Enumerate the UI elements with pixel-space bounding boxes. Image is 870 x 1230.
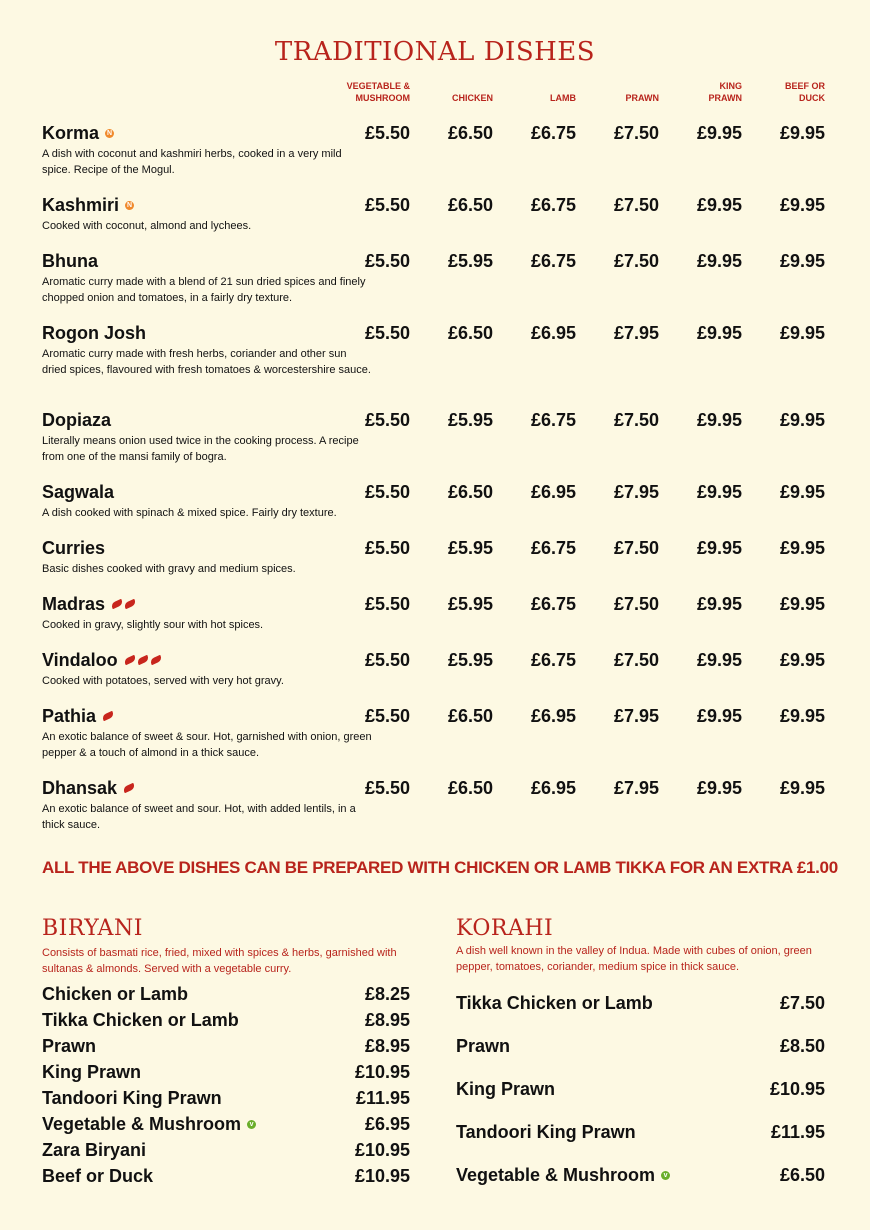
dish-description: An exotic balance of sweet and sour. Hot, with added lentils, in a thick sauce. <box>42 803 356 831</box>
dish-price: £5.95 <box>447 650 493 670</box>
item-name-text: Vegetable & Mushroom <box>42 1114 242 1134</box>
dish-name-text: Vindaloo <box>42 650 118 670</box>
biryani-item <box>42 1165 410 1187</box>
item-name <box>42 983 188 1005</box>
dish-price: £9.95 <box>779 594 825 614</box>
item-name <box>42 1087 222 1109</box>
dish-price: £9.95 <box>696 650 742 670</box>
dish-price: £6.75 <box>530 538 576 558</box>
column-header-line1: BEEF OR <box>784 81 825 91</box>
column-header-line2: DUCK <box>799 93 825 103</box>
dish-price: £9.95 <box>779 650 825 670</box>
dish-description: Cooked in gravy, slightly sour with hot spices. <box>42 619 264 631</box>
item-name <box>42 1139 146 1161</box>
dish-price: £5.95 <box>447 410 493 430</box>
dish-row <box>42 122 842 178</box>
dish-price: £6.50 <box>447 123 493 143</box>
vegetarian-icon: v <box>661 1171 670 1180</box>
dish-price: £5.50 <box>364 410 410 430</box>
dish-price: £6.95 <box>530 778 576 798</box>
chili-icon <box>122 783 135 794</box>
dish-price: £6.75 <box>530 410 576 430</box>
dish-price: £7.95 <box>613 778 659 798</box>
item-price: £10.95 <box>354 1140 410 1160</box>
dish-row <box>42 409 842 465</box>
dish-price: £5.95 <box>447 538 493 558</box>
item-price: £10.95 <box>769 1079 825 1099</box>
dish-price: £9.95 <box>696 538 742 558</box>
item-name-text: King Prawn <box>456 1079 556 1099</box>
dish-description: Literally means onion used twice in the cooking process. A recipe from one of the mansi family of bogra. <box>42 435 359 463</box>
column-header-line2: PRAWN <box>708 93 742 103</box>
biryani-item <box>42 1061 410 1083</box>
dish-price: £5.50 <box>364 195 410 215</box>
item-price: £8.25 <box>364 984 410 1004</box>
chili-rating <box>102 713 114 719</box>
item-name <box>42 1113 256 1135</box>
dish-price: £9.95 <box>779 323 825 343</box>
item-name <box>456 1164 670 1186</box>
chili-icon <box>101 711 114 722</box>
dish-price: £5.50 <box>364 594 410 614</box>
column-header-line2: LAMB <box>550 93 576 103</box>
dish-description: A dish cooked with spinach & mixed spice. Fairly dry texture. <box>42 507 337 519</box>
dish-price: £6.75 <box>530 594 576 614</box>
dish-row <box>42 649 842 689</box>
dish-price: £5.50 <box>364 123 410 143</box>
dish-description: Cooked with coconut, almond and lychees. <box>42 220 252 232</box>
item-name-text: Beef or Duck <box>42 1166 154 1186</box>
item-price: £8.95 <box>364 1036 410 1056</box>
chili-icon <box>110 599 123 610</box>
dish-row <box>42 537 842 577</box>
column-header-line2: PRAWN <box>625 93 659 103</box>
dish-description: An exotic balance of sweet & sour. Hot, garnished with onion, green pepper & a touch of almond in a thick sauce. <box>42 731 372 759</box>
dish-name-text: Rogon Josh <box>42 323 146 343</box>
dish-description: Aromatic curry made with fresh herbs, coriander and other sun dried spices, flavoured with fresh tomatoes & worcestershire sauce. <box>42 348 371 376</box>
dish-price: £9.95 <box>696 410 742 430</box>
item-price: £8.95 <box>364 1010 410 1030</box>
chili-rating <box>124 657 162 663</box>
dish-price: £7.50 <box>613 410 659 430</box>
dish-price: £6.50 <box>447 706 493 726</box>
dish-price: £9.95 <box>696 323 742 343</box>
biryani-item <box>42 1139 410 1161</box>
dish-row <box>42 481 842 521</box>
dish-price: £7.50 <box>613 594 659 614</box>
chili-rating <box>111 601 136 607</box>
dish-name-text: Pathia <box>42 706 97 726</box>
dish-name-text: Sagwala <box>42 482 115 502</box>
item-name <box>42 1035 96 1057</box>
column-header-line2: CHICKEN <box>451 93 493 103</box>
item-name-text: Prawn <box>456 1036 511 1056</box>
dish-price: £9.95 <box>696 482 742 502</box>
dish-row <box>42 322 842 378</box>
dish-price: £6.50 <box>447 482 493 502</box>
dish-price: £7.50 <box>613 123 659 143</box>
dish-price: £5.50 <box>364 323 410 343</box>
korahi-item <box>456 992 825 1014</box>
biryani-title: BIRYANI <box>42 916 143 941</box>
item-price: £6.95 <box>364 1114 410 1134</box>
dish-price: £9.95 <box>696 251 742 271</box>
vegetarian-icon: v <box>247 1120 256 1129</box>
dish-name-text: Dhansak <box>42 778 118 798</box>
dish-price: £9.95 <box>696 123 742 143</box>
korahi-item <box>456 1035 825 1057</box>
dish-price: £9.95 <box>779 251 825 271</box>
dish-row <box>42 593 842 633</box>
dish-price: £6.75 <box>530 195 576 215</box>
chili-icon <box>123 655 136 666</box>
biryani-description: Consists of basmati rice, fried, mixed with spices & herbs, garnished with sultanas & almonds. Served with a vegetable curry. <box>42 947 397 975</box>
biryani-item <box>42 983 410 1005</box>
column-header-line2: MUSHROOM <box>355 93 410 103</box>
dish-price: £9.95 <box>779 706 825 726</box>
item-name-text: Prawn <box>42 1036 97 1056</box>
korahi-item <box>456 1121 825 1143</box>
dish-price: £6.75 <box>530 650 576 670</box>
korahi-item <box>456 1164 825 1186</box>
item-name-text: Tandoori King Prawn <box>456 1122 636 1142</box>
dish-price: £7.95 <box>613 706 659 726</box>
dish-price: £9.95 <box>779 538 825 558</box>
item-price: £11.95 <box>770 1122 825 1142</box>
dish-price: £5.50 <box>364 778 410 798</box>
dish-price: £6.75 <box>530 251 576 271</box>
biryani-item <box>42 1009 410 1031</box>
item-name-text: King Prawn <box>42 1062 142 1082</box>
item-name-text: Tandoori King Prawn <box>42 1088 222 1108</box>
dish-price: £6.95 <box>530 482 576 502</box>
dish-price: £5.95 <box>447 594 493 614</box>
chili-icon <box>123 599 136 610</box>
dish-name-text: Korma <box>42 123 100 143</box>
dish-price: £6.50 <box>447 195 493 215</box>
dish-price: £5.50 <box>364 251 410 271</box>
dish-price: £7.50 <box>613 538 659 558</box>
dish-price: £9.95 <box>696 594 742 614</box>
dish-price: £7.50 <box>613 650 659 670</box>
dish-price: £7.95 <box>613 482 659 502</box>
item-name-text: Zara Biryani <box>42 1140 147 1160</box>
dish-description: A dish with coconut and kashmiri herbs, cooked in a very mild spice. Recipe of the Mogul. <box>42 148 342 176</box>
dish-price: £6.75 <box>530 123 576 143</box>
item-name-text: Tikka Chicken or Lamb <box>456 993 653 1013</box>
dish-price: £6.95 <box>530 323 576 343</box>
item-name <box>42 1165 153 1187</box>
dish-name-text: Bhuna <box>42 251 98 271</box>
item-name-text: Tikka Chicken or Lamb <box>42 1010 239 1030</box>
dish-row <box>42 777 842 833</box>
dish-price: £9.95 <box>779 482 825 502</box>
item-name <box>42 1061 141 1083</box>
chili-icon <box>136 655 149 666</box>
item-name <box>456 992 653 1014</box>
korahi-description: A dish well known in the valley of Indua. Made with cubes of onion, green pepper, tomatoes, coriander, medium spice in thick sauce. <box>456 945 812 973</box>
nut-icon: N <box>106 129 113 137</box>
dish-row <box>42 705 842 761</box>
dish-price: £5.95 <box>447 251 493 271</box>
korahi-item <box>456 1078 825 1100</box>
dish-price: £9.95 <box>696 706 742 726</box>
dish-name-text: Dopiaza <box>42 410 112 430</box>
dish-price: £9.95 <box>779 410 825 430</box>
item-price: £8.50 <box>779 1036 825 1056</box>
dish-price: £7.50 <box>613 195 659 215</box>
dish-price: £6.95 <box>530 706 576 726</box>
item-name <box>42 1009 239 1031</box>
dish-price: £6.50 <box>447 323 493 343</box>
dish-price: £9.95 <box>779 778 825 798</box>
dish-price: £6.50 <box>447 778 493 798</box>
item-price: £10.95 <box>354 1062 410 1082</box>
dish-price: £5.50 <box>364 650 410 670</box>
column-header-line1: KING <box>719 81 742 91</box>
dish-description: Aromatic curry made with a blend of 21 sun dried spices and finely chopped onion and tomatoes, in a fairly dry texture. <box>42 276 366 304</box>
chili-icon <box>149 655 162 666</box>
biryani-item <box>42 1113 410 1135</box>
page-title: TRADITIONAL DISHES <box>274 37 596 67</box>
column-header-line1: VEGETABLE & <box>346 81 410 91</box>
chili-rating <box>123 785 135 791</box>
dish-price: £9.95 <box>696 195 742 215</box>
dish-price: £9.95 <box>779 123 825 143</box>
item-name <box>456 1035 510 1057</box>
dish-price: £5.50 <box>364 706 410 726</box>
dish-name-text: Curries <box>42 538 106 558</box>
dish-row <box>42 250 842 306</box>
item-name <box>456 1078 555 1100</box>
tikka-notice: ALL THE ABOVE DISHES CAN BE PREPARED WITH CHICKEN OR LAMB TIKKA FOR AN EXTRA £1.00 <box>42 858 838 877</box>
item-price: £6.50 <box>779 1165 825 1185</box>
dish-description: Basic dishes cooked with gravy and medium spices. <box>42 563 296 575</box>
item-name-text: Chicken or Lamb <box>42 984 189 1004</box>
item-price: £10.95 <box>354 1166 410 1186</box>
dish-price: £5.50 <box>364 538 410 558</box>
biryani-item <box>42 1087 410 1109</box>
dish-price: £7.50 <box>613 251 659 271</box>
dish-price: £7.95 <box>613 323 659 343</box>
item-price: £7.50 <box>779 993 825 1013</box>
korahi-title: KORAHI <box>456 916 554 941</box>
dish-price: £9.95 <box>696 778 742 798</box>
dish-row <box>42 194 842 234</box>
item-name <box>456 1121 636 1143</box>
dish-price: £9.95 <box>779 195 825 215</box>
dish-name-text: Madras <box>42 594 106 614</box>
dish-description: Cooked with potatoes, served with very hot gravy. <box>42 675 284 687</box>
dish-price: £5.50 <box>364 482 410 502</box>
dish-name-text: Kashmiri <box>42 195 120 215</box>
item-name-text: Vegetable & Mushroom <box>456 1165 656 1185</box>
nut-icon: N <box>127 201 133 209</box>
biryani-item <box>42 1035 410 1057</box>
item-price: £11.95 <box>355 1088 410 1108</box>
